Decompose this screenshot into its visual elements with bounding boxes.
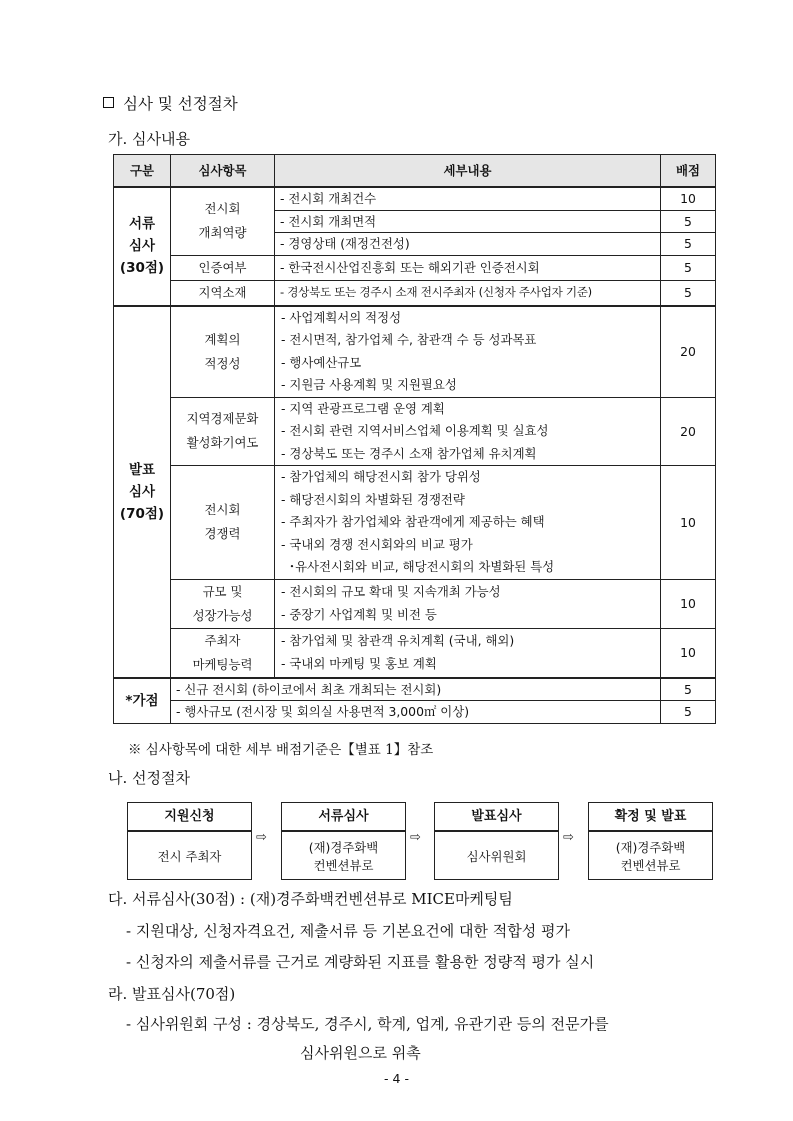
points-cell: 5 <box>661 210 716 233</box>
flow-step-title: 발표심사 <box>435 803 558 832</box>
table-row <box>114 579 716 628</box>
points-cell: 5 <box>661 701 716 724</box>
page-number: - 4 - <box>384 1071 409 1086</box>
category-document-review: 서류 심사 (30점) <box>114 187 171 306</box>
table-row <box>114 306 716 398</box>
detail-cell: - 경상북도 또는 경주시 소재 전시주최자 (신청자 주사업자 기준) <box>275 280 661 306</box>
header-points: 배점 <box>661 155 716 188</box>
subheading-d: 라. 발표심사(70점) <box>108 985 236 1003</box>
evaluation-table <box>113 154 716 724</box>
table-row <box>114 280 716 306</box>
table-row <box>114 701 716 724</box>
table-header-row <box>114 155 716 188</box>
text-line: - 신청자의 제출서류를 근거로 계량화된 지표를 활용한 정량적 평가 실시 <box>126 953 595 971</box>
section-title-text: 심사 및 선정절차 <box>123 95 238 113</box>
text-line: 심사위원으로 위촉 <box>300 1044 421 1062</box>
item-certification: 인증여부 <box>171 255 275 280</box>
flow-step-body: 전시 주최자 <box>157 848 222 864</box>
item-competitiveness: 전시회 경쟁력 <box>171 466 275 580</box>
points-cell: 10 <box>661 579 716 628</box>
arrow-right-icon: ⇨ <box>410 830 421 845</box>
item-capacity: 전시회 개최역량 <box>171 187 275 255</box>
item-growth-potential: 규모 및 성장가능성 <box>171 579 275 628</box>
points-cell: 5 <box>661 280 716 306</box>
flow-step-document-review <box>281 802 406 880</box>
table-row <box>114 628 716 678</box>
category-bonus: *가점 <box>114 678 171 724</box>
detail-cell: - 참가업체의 해당전시회 참가 당위성 - 해당전시회의 차별화된 경쟁전략 - 주최자가 참가업체와 참관객에게 제공하는 혜택 - 국내외 경쟁 전시회와의 비교 평가 ･유사전시회와 비교, 해당전시회의 차별화된 특성 <box>275 466 661 580</box>
table-row <box>114 678 716 701</box>
flow-step-announcement <box>588 802 713 880</box>
points-cell: 20 <box>661 306 716 398</box>
table-row <box>114 397 716 466</box>
subheading-b: 나. 선정절차 <box>108 769 190 787</box>
table-row <box>114 187 716 210</box>
flow-step-title: 지원신청 <box>128 803 251 832</box>
detail-cell: - 전시회 개최면적 <box>275 210 661 233</box>
header-detail: 세부내용 <box>275 155 661 188</box>
item-marketing: 주최자 마케팅능력 <box>171 628 275 678</box>
detail-cell: - 사업계획서의 적정성 - 전시면적, 참가업체 수, 참관객 수 등 성과목표 - 행사예산규모 - 지원금 사용계획 및 지원필요성 <box>275 306 661 398</box>
table-note: ※ 심사항목에 대한 세부 배점기준은【별표 1】참조 <box>128 742 434 758</box>
item-location: 지역소재 <box>171 280 275 306</box>
points-cell: 10 <box>661 466 716 580</box>
arrow-right-icon: ⇨ <box>563 830 574 845</box>
header-item: 심사항목 <box>171 155 275 188</box>
section-title <box>103 92 238 114</box>
flow-step-body: 심사위원회 <box>466 848 527 864</box>
item-plan-adequacy: 계획의 적정성 <box>171 306 275 398</box>
detail-cell: - 전시회의 규모 확대 및 지속개최 가능성 - 중장기 사업계획 및 비전 등 <box>275 579 661 628</box>
subheading-c: 다. 서류심사(30점) : (재)경주화백컨벤션뷰로 MICE마케팅팀 <box>108 890 513 908</box>
detail-cell: - 참가업체 및 참관객 유치계획 (국내, 해외) - 국내외 마케팅 및 홍보 계획 <box>275 628 661 678</box>
table-row <box>114 466 716 580</box>
flow-step-application <box>127 802 252 880</box>
flow-step-body: (재)경주화백 컨벤션뷰로 <box>615 839 686 873</box>
detail-cell: - 행사규모 (전시장 및 회의실 사용면적 3,000㎡ 이상) <box>171 701 661 724</box>
checkbox-bullet-icon <box>103 97 114 108</box>
detail-cell: - 한국전시산업진흥회 또는 해외기관 인증전시회 <box>275 255 661 280</box>
detail-cell: - 신규 전시회 (하이코에서 최초 개최되는 전시회) <box>171 678 661 701</box>
text-line: - 지원대상, 신청자격요건, 제출서류 등 기본요건에 대한 적합성 평가 <box>126 922 570 940</box>
flow-step-body: (재)경주화백 컨벤션뷰로 <box>308 839 379 873</box>
points-cell: 10 <box>661 628 716 678</box>
arrow-right-icon: ⇨ <box>256 830 267 845</box>
points-cell: 20 <box>661 397 716 466</box>
text-line: - 심사위원회 구성 : 경상북도, 경주시, 학계, 업계, 유관기관 등의 전문가를 <box>126 1015 609 1033</box>
category-presentation-review: 발표 심사 (70점) <box>114 306 171 678</box>
item-regional-contribution: 지역경제문화 활성화기여도 <box>171 397 275 466</box>
points-cell: 5 <box>661 233 716 256</box>
flow-step-title: 확정 및 발표 <box>589 803 712 832</box>
subheading-a: 가. 심사내용 <box>108 130 190 148</box>
flow-step-title: 서류심사 <box>282 803 405 832</box>
header-category: 구분 <box>114 155 171 188</box>
points-cell: 5 <box>661 255 716 280</box>
detail-cell: - 전시회 개최건수 <box>275 187 661 210</box>
flow-step-presentation-review <box>434 802 559 880</box>
table-row <box>114 255 716 280</box>
detail-cell: - 경영상태 (재정건전성) <box>275 233 661 256</box>
points-cell: 10 <box>661 187 716 210</box>
points-cell: 5 <box>661 678 716 701</box>
detail-cell: - 지역 관광프로그램 운영 계획 - 전시회 관련 지역서비스업체 이용계획 및 실효성 - 경상북도 또는 경주시 소재 참가업체 유치계획 <box>275 397 661 466</box>
